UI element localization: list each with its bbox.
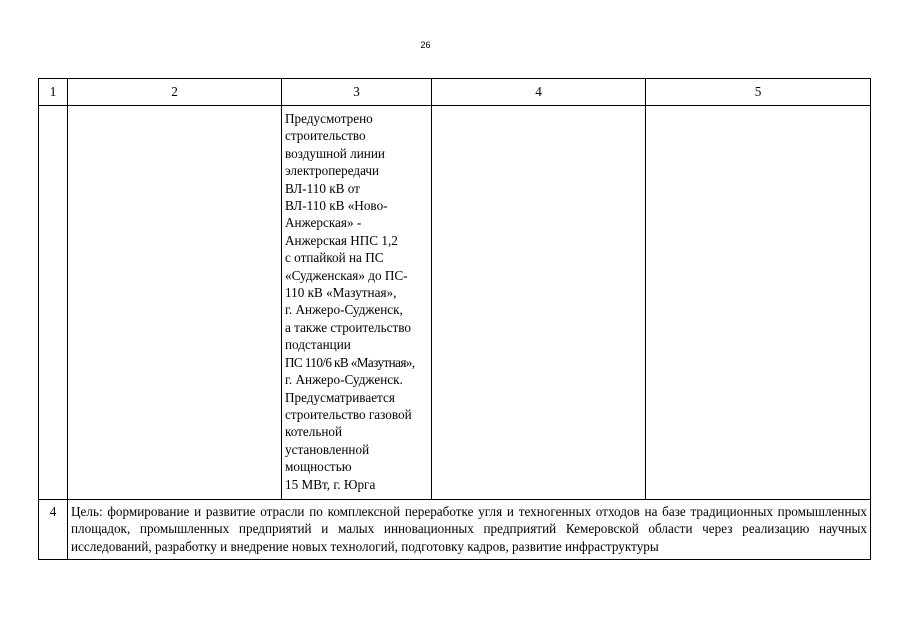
header-col-1: 1 xyxy=(39,79,68,106)
document-table xyxy=(38,78,871,560)
description-line: «Судженская» до ПС- xyxy=(285,267,408,283)
description-line: ВЛ-110 кВ «Ново- xyxy=(285,198,388,214)
description-line: с отпайкой на ПС xyxy=(285,250,384,266)
description-line: установленной xyxy=(285,441,370,457)
cell-col-1 xyxy=(39,106,68,500)
table-header-row xyxy=(39,79,871,106)
description-line: воздушной линии xyxy=(285,145,385,161)
description-line: 15 МВт, г. Юрга xyxy=(285,476,376,492)
description-line: а также строительство xyxy=(285,319,412,335)
table-row-goal xyxy=(39,499,871,560)
description-line: электропередачи xyxy=(285,163,380,179)
cell-col-4 xyxy=(432,106,646,500)
description-line: Предусматривается xyxy=(285,389,395,405)
cell-col-3-description xyxy=(282,106,432,500)
table-row xyxy=(39,106,871,500)
description-line: Анжерская» - xyxy=(285,215,362,231)
cell-col-5 xyxy=(646,106,871,500)
description-line: подстанции xyxy=(285,337,351,353)
goal-text: Цель: формирование и развитие отрасли по комплексной переработке угля и техногенных отходов на базе традиционных промышленных площадок, промышленных предприятий и малых инновационных предприятий Кемеровской области через реализацию научных исследований, разработку и внедрение новых технологий, подготовку кадров, развитие инфраструктуры xyxy=(68,499,871,560)
description-line: Предусмотрено xyxy=(285,111,373,126)
description-line: Анжерская НПС 1,2 xyxy=(285,232,398,248)
description-line: строительство xyxy=(285,128,366,144)
description-line: ВЛ-110 кВ от xyxy=(285,180,360,196)
description-line: котельной xyxy=(285,424,343,440)
header-col-5: 5 xyxy=(646,79,871,106)
cell-col-2 xyxy=(68,106,282,500)
description-line: строительство газовой xyxy=(285,406,412,422)
header-col-3: 3 xyxy=(282,79,432,106)
header-col-4: 4 xyxy=(432,79,646,106)
page-number: 26 xyxy=(420,40,431,50)
description-line: ПС 110/6 кВ «Мазутная», xyxy=(285,354,415,370)
description-line: мощностью xyxy=(285,459,352,475)
header-col-2: 2 xyxy=(68,79,282,106)
description-line: г. Анжеро-Судженск, xyxy=(285,302,403,318)
description-line: 110 кВ «Мазутная», xyxy=(285,285,397,301)
goal-row-number: 4 xyxy=(39,499,68,560)
description-line: г. Анжеро-Судженск. xyxy=(285,372,403,388)
